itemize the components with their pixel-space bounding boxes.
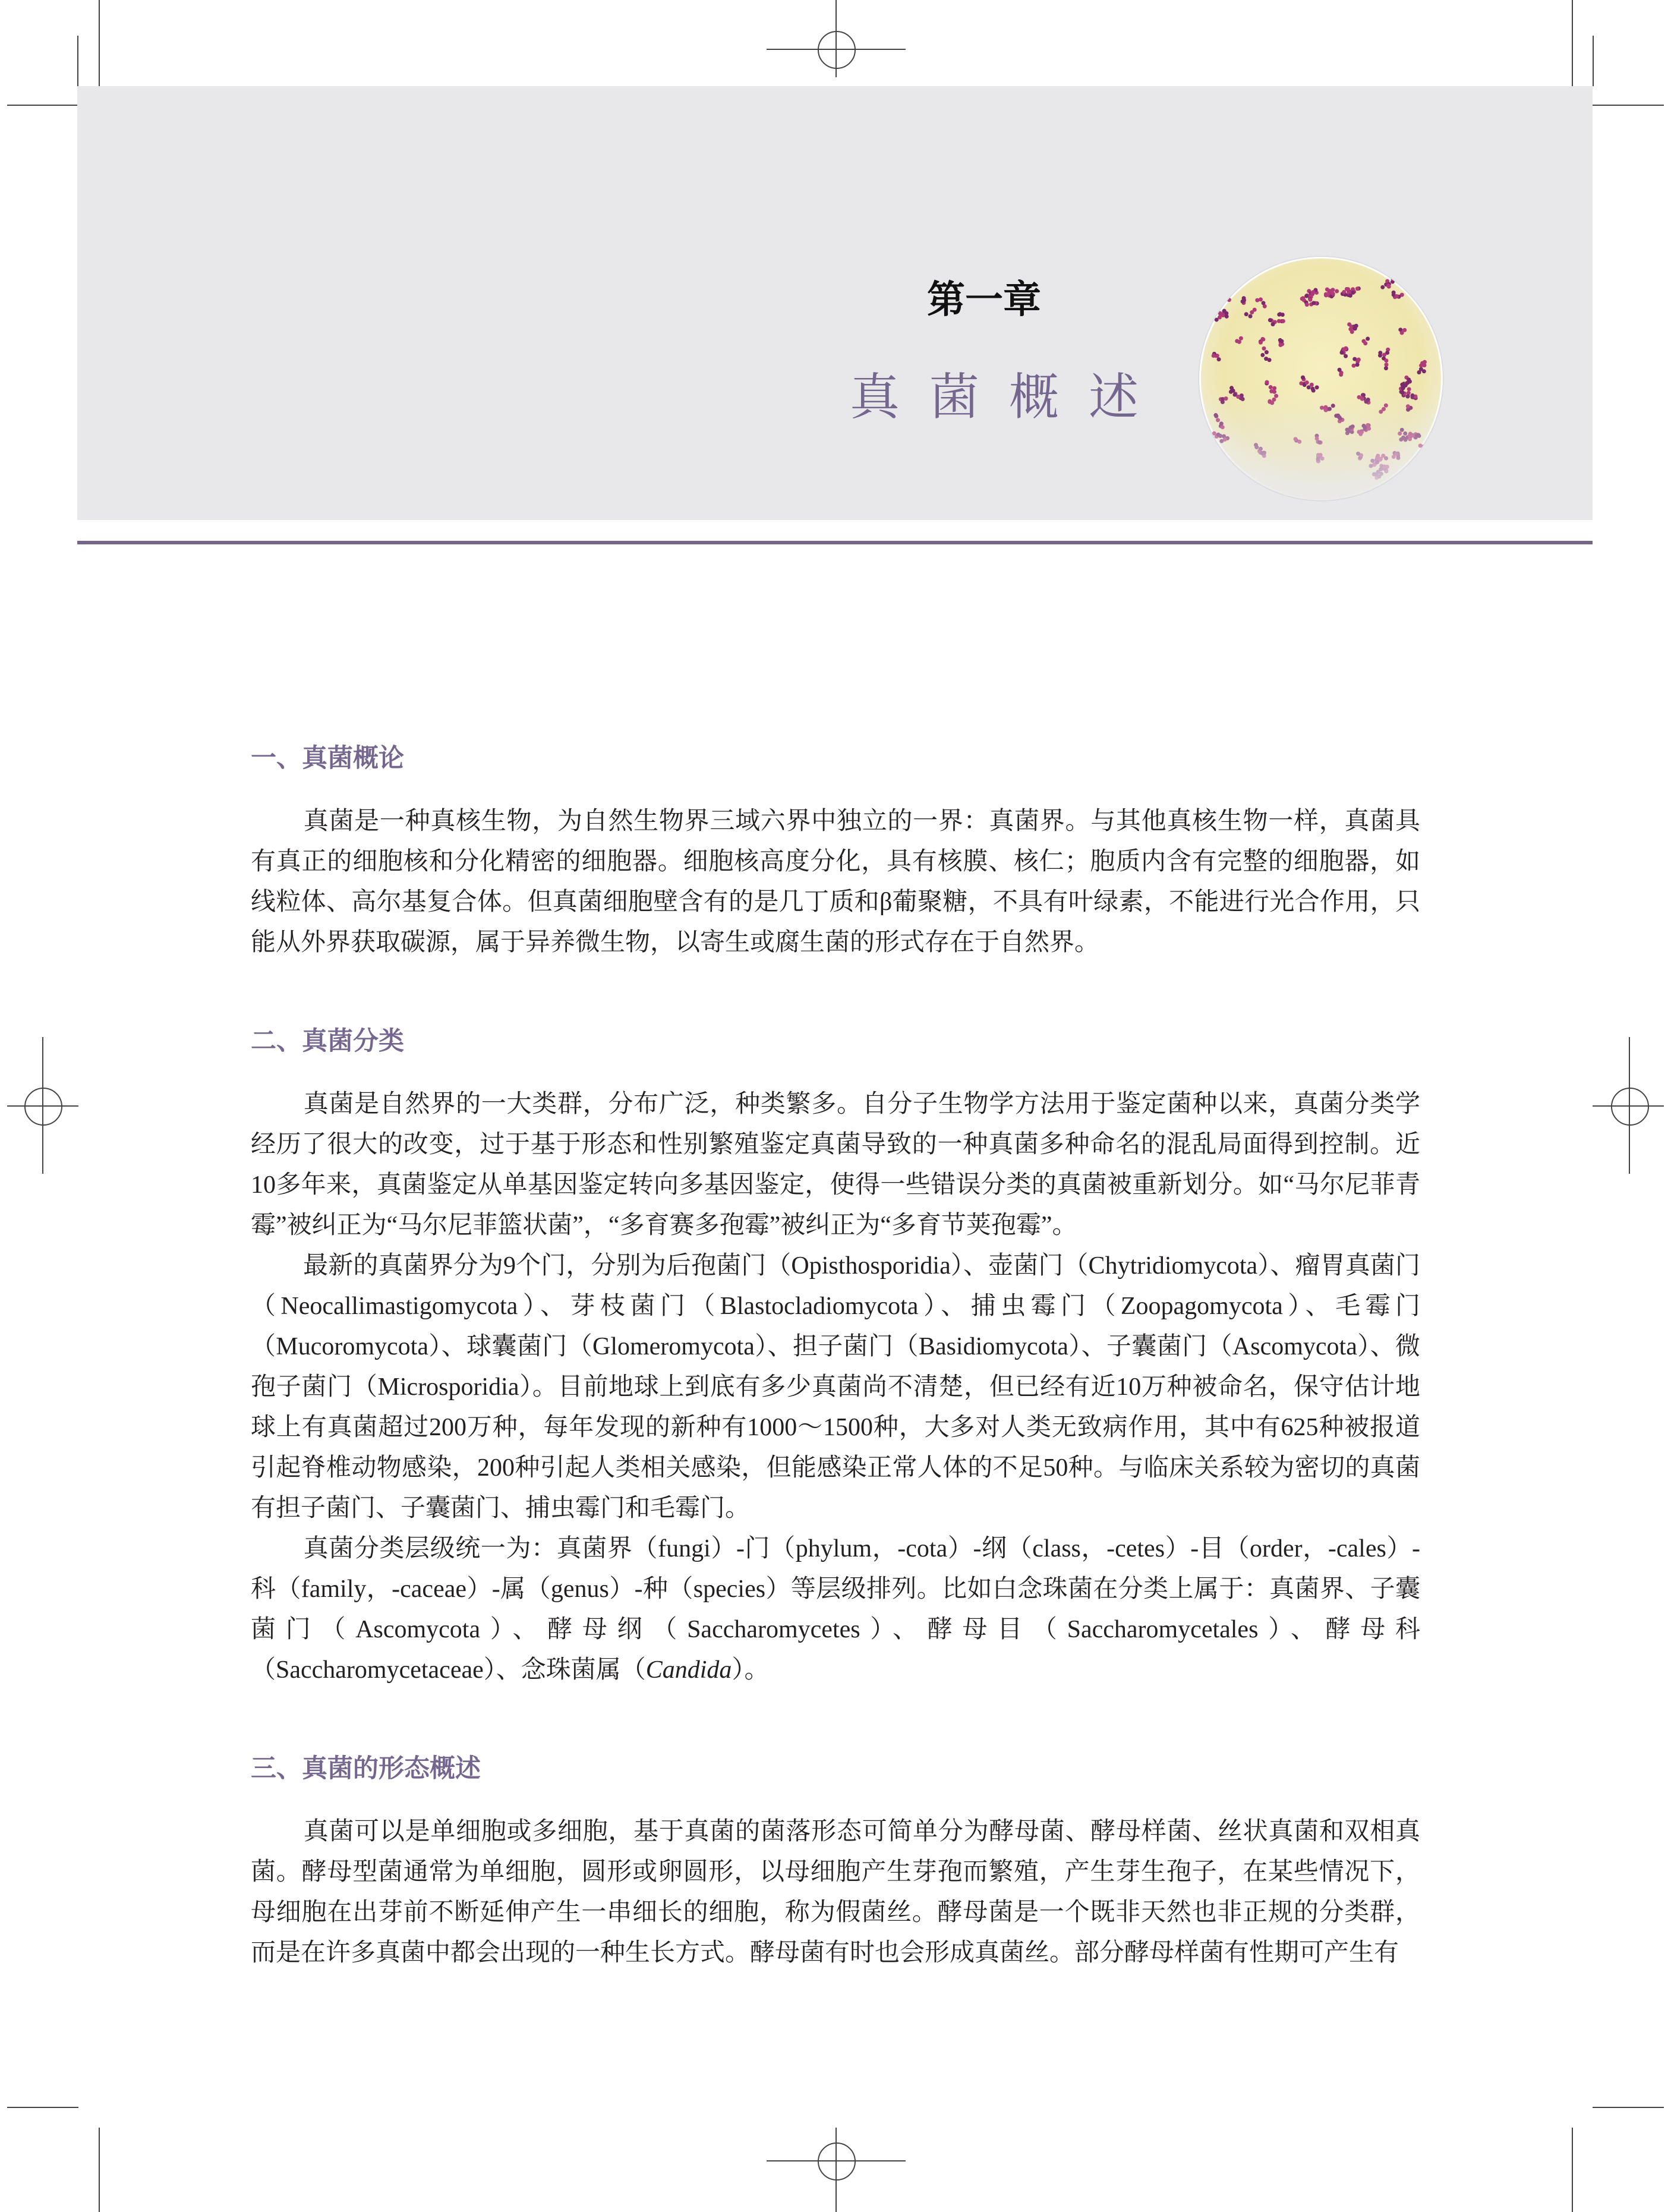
- crop-mark: [1593, 36, 1594, 86]
- yeast-cell: [1262, 346, 1266, 351]
- yeast-cell: [1265, 350, 1269, 354]
- yeast-cell: [1237, 340, 1241, 344]
- crop-mark: [1593, 105, 1664, 106]
- crop-mark: [77, 36, 78, 86]
- yeast-cell: [1244, 312, 1248, 316]
- yeast-cell: [1331, 292, 1335, 296]
- yeast-cell: [1260, 337, 1265, 341]
- paragraph: [251, 1811, 1420, 1973]
- yeast-cell: [1225, 314, 1229, 319]
- yeast-cell: [1277, 313, 1281, 317]
- yeast-cell: [1217, 357, 1221, 361]
- paragraph: [251, 1246, 1420, 1529]
- header-divider: [77, 541, 1593, 544]
- yeast-cell: [1363, 341, 1367, 345]
- yeast-cell: [1239, 336, 1243, 341]
- yeast-cell: [1350, 330, 1354, 334]
- yeast-cell: [1235, 279, 1239, 283]
- yeast-cell: [1311, 290, 1316, 294]
- section-heading: 三、真菌的形态概述: [251, 1754, 481, 1784]
- crop-mark: [7, 105, 78, 106]
- registration-mark: [1611, 1088, 1649, 1126]
- yeast-cell: [1229, 386, 1234, 390]
- crop-mark: [1572, 2128, 1573, 2212]
- yeast-cell: [1253, 308, 1257, 312]
- yeast-cell: [1395, 294, 1399, 298]
- yeast-cell: [1227, 264, 1231, 268]
- yeast-cell: [1231, 263, 1235, 267]
- yeast-cell: [1212, 354, 1216, 358]
- yeast-cell: [1315, 385, 1319, 389]
- yeast-cell: [1384, 366, 1388, 370]
- yeast-cell: [1348, 294, 1352, 298]
- yeast-cell: [1417, 370, 1421, 374]
- yeast-cell: [1338, 368, 1342, 372]
- paragraph-text: 真菌可以是单细胞或多细胞，基于真菌的菌落形态可简单分为酵母菌、酵母样菌、丝状真菌和双相真菌。酵母型菌通常为单细胞，圆形或卵圆形，以母细胞产生芽孢而繁殖，产生芽生孢子，在某些情况下，母细胞在出芽前不断延伸产生一串细长的细胞，称为假菌丝。酵母菌是一个既非天然也非正规的分类群，而是在许多真菌中都会出现的一种生长方式。酵母菌有时也会形成真菌丝。部分酵母样菌有性期可产生有: [251, 1818, 1420, 1967]
- crop-mark: [99, 2128, 100, 2212]
- yeast-cell: [1417, 275, 1421, 279]
- yeast-cell: [1355, 363, 1360, 367]
- yeast-cell: [1366, 336, 1370, 341]
- registration-mark: [24, 1088, 62, 1126]
- yeast-cell: [1248, 314, 1253, 319]
- yeast-cell: [1222, 292, 1227, 297]
- yeast-cell: [1352, 364, 1356, 368]
- yeast-cell: [1382, 353, 1386, 357]
- registration-mark: [818, 2142, 856, 2181]
- yeast-cell: [1311, 301, 1316, 305]
- crop-mark: [7, 2107, 78, 2108]
- crop-mark: [1572, 0, 1573, 86]
- yeast-cell: [1402, 328, 1407, 332]
- yeast-cell: [1261, 301, 1265, 305]
- yeast-cell: [1305, 303, 1309, 307]
- section-heading: 一、真菌概论: [251, 743, 404, 773]
- yeast-cell: [1391, 277, 1395, 281]
- yeast-cell: [1404, 383, 1408, 387]
- yeast-cell: [1378, 354, 1382, 358]
- yeast-cell: [1278, 343, 1282, 347]
- yeast-cell: [1281, 319, 1285, 323]
- genus-name: Candida: [645, 1656, 732, 1684]
- yeast-cell: [1308, 298, 1312, 302]
- section-heading: 二、真菌分类: [251, 1026, 404, 1056]
- yeast-cell: [1265, 380, 1269, 385]
- crop-mark: [1593, 2107, 1664, 2108]
- yeast-cell: [1355, 286, 1360, 291]
- yeast-cell: [1305, 380, 1309, 385]
- yeast-cell: [1264, 357, 1268, 361]
- yeast-cell: [1233, 270, 1237, 275]
- yeast-cell: [1346, 287, 1350, 291]
- yeast-cell: [1235, 262, 1239, 266]
- section-classification: [251, 1023, 1420, 1690]
- yeast-cell: [1304, 294, 1309, 298]
- section-overview: [251, 741, 1420, 963]
- paragraph: [251, 801, 1420, 963]
- yeast-cell: [1335, 289, 1339, 293]
- yeast-cell: [1392, 291, 1396, 295]
- chapter-title: 真菌概述: [850, 370, 1169, 426]
- yeast-cell: [1301, 376, 1305, 380]
- yeast-cell: [1307, 385, 1311, 389]
- paragraph: [251, 1529, 1420, 1690]
- section-morphology: [251, 1751, 1420, 1973]
- yeast-cell: [1385, 363, 1389, 367]
- yeast-cell: [1272, 386, 1276, 390]
- micrograph-image: [1199, 257, 1443, 500]
- paragraph-text: 真菌是一种真核生物，为自然生物界三域六界中独立的一界：真菌界。与其他真核生物一样，真菌具有真正的细胞核和分化精密的细胞器。细胞核高度分化，具有核膜、核仁；胞质内含有完整的细胞器，如线粒体、高尔基复合体。但真菌细胞壁含有的是几丁质和β葡聚糖，不具有叶绿素，不能进行光合作用，只能从外界获取碳源，属于异养微生物，以寄生或腐生菌的形式存在于自然界。: [251, 808, 1420, 956]
- yeast-cell: [1221, 313, 1225, 317]
- crop-mark: [99, 0, 100, 86]
- chapter-body: [251, 741, 1420, 2034]
- yeast-cell: [1300, 297, 1304, 301]
- yeast-cell: [1279, 339, 1284, 344]
- registration-mark: [818, 31, 856, 69]
- yeast-cell: [1344, 354, 1348, 358]
- paragraph-text: 真菌是自然界的一大类群，分布广泛，种类繁多。自分子生物学方法用于鉴定菌种以来，真菌分类学经历了很大的改变，过于基于形态和性别繁殖鉴定真菌导致的一种真菌多种命名的混乱局面得到控制。近10多年来，真菌鉴定从单基因鉴定转向多基因鉴定，使得一些错误分类的真菌被重新划分。如“马尔尼菲青霉”被纠正为“马尔尼菲篮状菌”，“多育赛多孢霉”被纠正为“多育节荚孢霉”。: [251, 1091, 1420, 1239]
- yeast-cell: [1380, 285, 1385, 289]
- yeast-cell: [1269, 385, 1273, 389]
- yeast-cell: [1277, 319, 1281, 323]
- paragraph-text: ）。: [732, 1656, 770, 1684]
- yeast-cell: [1242, 296, 1246, 300]
- yeast-cell: [1260, 353, 1265, 357]
- yeast-cell: [1339, 351, 1344, 355]
- yeast-cell: [1268, 318, 1272, 322]
- paragraph: [251, 1084, 1420, 1246]
- yeast-cell: [1384, 358, 1388, 363]
- paragraph-text: 真菌分类层级统一为：真菌界（fungi）-门（phylum，-cota）-纲（class，-cetes）-目（order，-cales）-科（family，-caceae）-属（genus）-种（species）等层级排列。比如白念珠菌在分类上属于：真菌界、子囊菌门（Ascomycota）、酵母纲（Saccharomycetes）、酵母目（Saccharomycetales）、酵母科（Saccharomycetaceae）、念珠菌属（: [251, 1535, 1420, 1684]
- paragraph-text: 最新的真菌界分为9个门，分别为后孢菌门（Opisthosporidia）、壶菌门（Chytridiomycota）、瘤胃真菌门（Neocallimastigomycota）、芽枝菌门（Blastocladiomycota）、捕虫霉门（Zoopagomycota）、毛霉门（Mucoromycota）、球囊菌门（Glomeromycota）、担子菌门（Basidiomycota）、子囊菌门（Ascomycota）、微孢子菌门（Microsporidia）。目前地球上到底有多少真菌尚不清楚，但已经有近10万种被命名，保守估计地球上有真菌超过200万种，每年发现的新种有1000～1500种，大多对人类无致病作用，其中有625种被报道引起脊椎动物感染，200种引起人类相关感染，但能感染正常人体的不足50种。与临床关系较为密切的真菌有担子菌门、子囊菌门、捕虫霉门和毛霉门。: [251, 1252, 1420, 1522]
- yeast-cell: [1232, 275, 1237, 279]
- yeast-cell: [1237, 272, 1241, 276]
- yeast-cell: [1255, 298, 1259, 303]
- yeast-cell: [1386, 283, 1391, 288]
- yeast-cell: [1422, 363, 1426, 367]
- yeast-cell: [1325, 287, 1329, 291]
- yeast-cell: [1352, 326, 1357, 330]
- yeast-cell: [1271, 322, 1275, 326]
- chapter-number: 第一章: [927, 278, 1041, 322]
